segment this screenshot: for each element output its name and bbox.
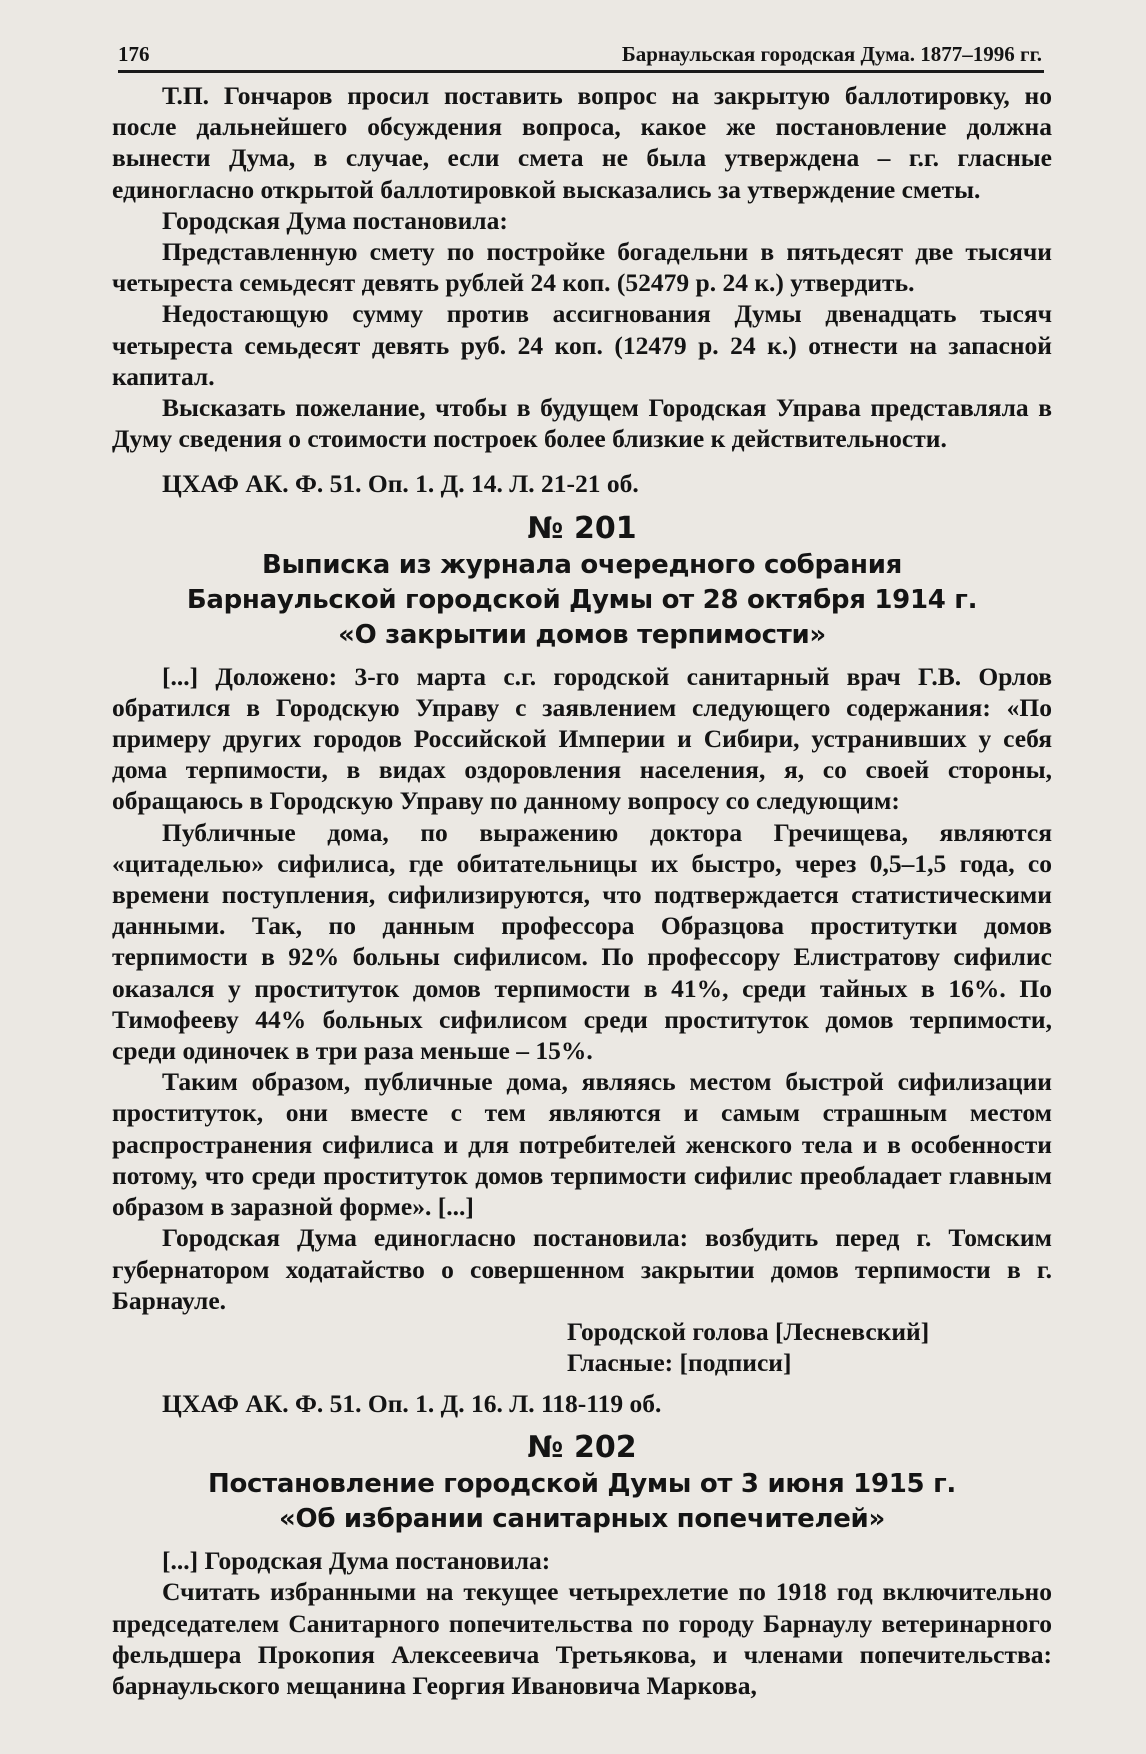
page-number: 176 [118,42,150,66]
signature-members: Гласные: [подписи] [567,1347,792,1377]
section-previous-document [112,80,1052,500]
signature-chair: Городской голова [Лесневский] [567,1316,930,1346]
paragraph: Таким образом, публичные дома, являясь местом быстрой сифилизации проституток, они вместе с тем являются и самым страшным местом распространения сифилиса и для потребителей женского тела и в особенности потому, что среди проституток домов терпимости сифилис преобладает главным образом в заразной форме». [...] [112,1067,1052,1222]
document-title-line: «О закрытии домов терпимости» [338,619,826,650]
document-title-line: Выписка из журнала очередного собрания [261,549,903,580]
paragraph: Недостающую сумму против ассигнования Думы двенадцать тысяч четыреста семьдесят девять руб. 24 коп. (12479 р. 24 к.) отнести на запасной капитал. [112,299,1052,391]
paragraph: Т.П. Гончаров просил поставить вопрос на закрытую баллотировку, но после дальнейшего обсуждения вопроса, какое же постановление должна вынести Дума, в случае, если смета не была утверждена – г.г. гласные единогласно открытой баллотировкой высказались за утверждение сметы. [112,81,1052,204]
paragraph: [...] Городская Дума постановила: [162,1546,551,1576]
document-number: № 202 [527,1430,637,1466]
document-202 [112,1429,1052,1701]
archive-reference: ЦХАФ АК. Ф. 51. Оп. 1. Д. 16. Л. 118-119 об. [162,1388,662,1418]
document-number: № 201 [527,510,637,546]
paragraph: Городская Дума постановила: [162,205,508,235]
document-201 [112,510,1052,1419]
archive-reference: ЦХАФ АК. Ф. 51. Оп. 1. Д. 14. Л. 21-21 об. [162,469,639,499]
page-header [118,40,1044,73]
document-title-line: «Об избрании санитарных попечителей» [279,1504,885,1535]
signatures [112,1316,1052,1378]
paragraph: Высказать пожелание, чтобы в будущем Городская Управа представляла в Думу сведения о стоимости построек более близкие к действительности. [112,393,1052,454]
paragraph: Считать избранными на текущее четырехлетие по 1918 год включительно председателем Санитарного попечительства по городу Барнаулу ветеринарного фельдшера Прокопия Алексеевича Третьякова, и членами попечительства: барнаульского мещанина Георгия Ивановича Маркова, [112,1577,1052,1700]
paragraph: [...] Доложено: 3-го марта с.г. городской санитарный врач Г.В. Орлов обратился в Городскую Управу с заявлением следующего содержания: «По примеру других городов Российской Империи и Сибири, устранивших у себя дома терпимости, в видах оздоровления населения, я, со своей стороны, обращаюсь в Городскую Управу по данному вопросу со следующим: [112,661,1052,816]
document-title-line: Постановление городской Думы от 3 июня 1915 г. [208,1469,956,1500]
paragraph: Городская Дума единогласно постановила: возбудить перед г. Томским губернатором ходатайство о совершенном закрытии домов терпимости в г. Барнауле. [112,1223,1052,1315]
running-title: Барнаульская городская Дума. 1877–1996 гг. [621,42,1042,66]
paragraph: Публичные дома, по выражению доктора Гречищева, являются «цитаделью» сифилиса, где обитательницы их быстро, через 0,5–1,5 года, со времени поступления, сифилизируются, что подтверждается статистическими данными. Так, по данным профессора Образцова проститутки домов терпимости в 92% больны сифилисом. По профессору Елистратову сифилис оказался у проституток домов терпимости в 41%, среди тайных в 16%. По Тимофееву 44% больных сифилисом среди проституток домов терпимости, среди одиночек в три раза меньше – 15%. [112,817,1052,1066]
page-body [112,80,1052,1701]
document-title-line: Барнаульской городской Думы от 28 октября 1914 г. [186,584,978,615]
paragraph: Представленную смету по постройке богадельни в пятьдесят две тысячи четыреста семьдесят девять рублей 24 коп. (52479 р. 24 к.) утвердить. [112,237,1052,298]
